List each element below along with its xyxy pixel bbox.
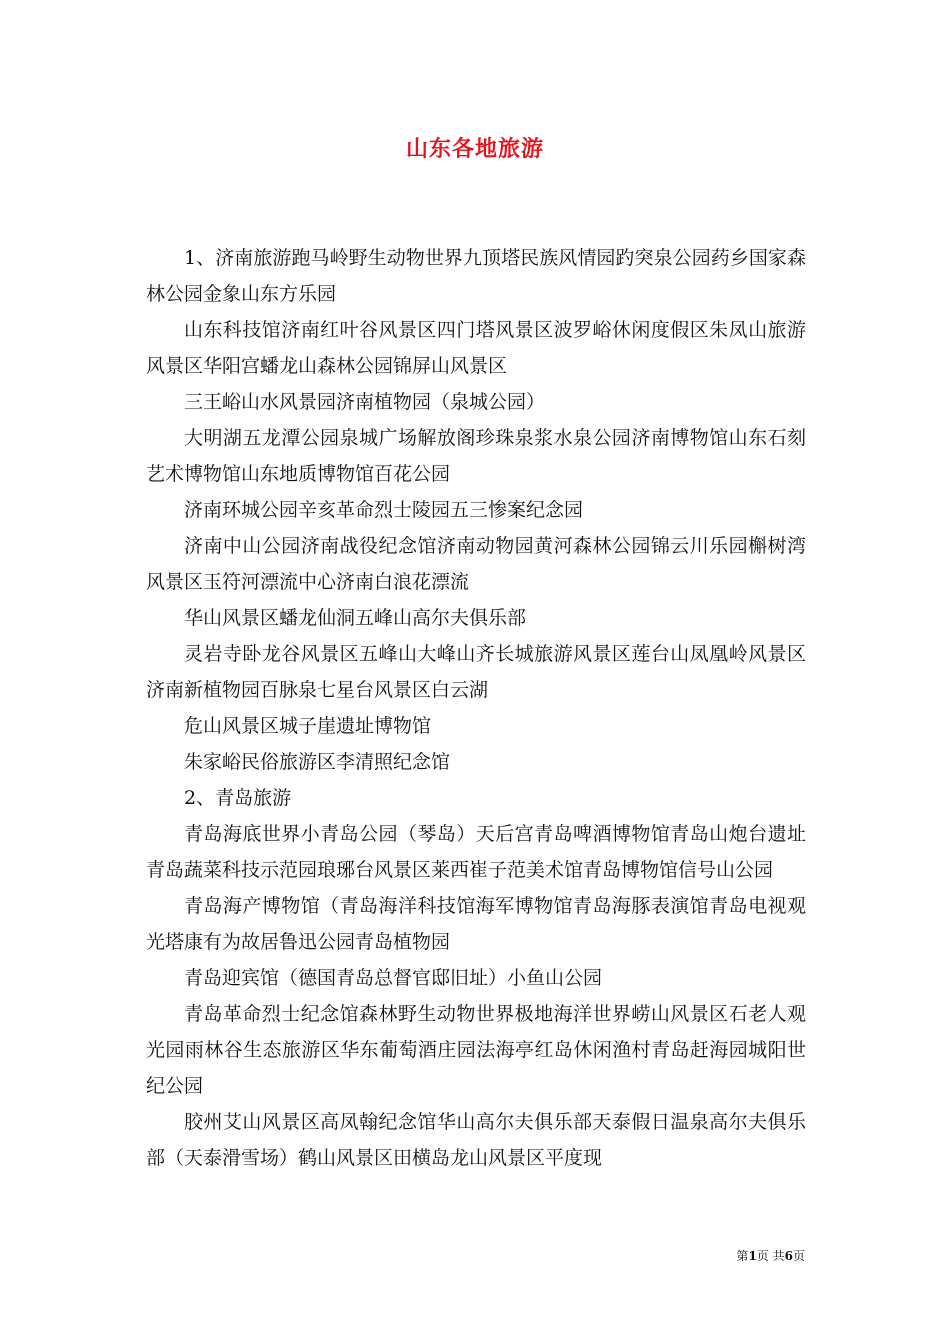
paragraph: 青岛海底世界小青岛公园（琴岛）天后宫青岛啤酒博物馆青岛山炮台遗址青岛蔬菜科技示范园琅琊台风景区莱西崔子范美术馆青岛博物馆信号山公园 <box>146 823 806 881</box>
paragraph: 灵岩寺卧龙谷风景区五峰山大峰山齐长城旅游风景区莲台山凤凰岭风景区济南新植物园百脉泉七星台风景区白云湖 <box>146 643 806 701</box>
document-body <box>146 240 806 1176</box>
paragraph: 青岛革命烈士纪念馆森林野生动物世界极地海洋世界崂山风景区石老人观光园雨林谷生态旅游区华东葡萄酒庄园法海亭红岛休闲渔村青岛赶海园城阳世纪公园 <box>146 1003 806 1097</box>
paragraph: 三王峪山水风景园济南植物园（泉城公园） <box>184 391 546 413</box>
paragraph: 济南中山公园济南战役纪念馆济南动物园黄河森林公园锦云川乐园槲树湾风景区玉符河漂流中心济南白浪花漂流 <box>146 535 806 593</box>
section-heading: 2、青岛旅游 <box>184 787 292 809</box>
page-title: 山东各地旅游 <box>405 136 544 162</box>
paragraph: 朱家峪民俗旅游区李清照纪念馆 <box>184 751 451 773</box>
footer-page-number: 1 <box>748 1249 757 1263</box>
footer-prefix: 第 <box>736 1249 749 1263</box>
paragraph: 济南环城公园辛亥革命烈士陵园五三惨案纪念园 <box>184 499 584 521</box>
paragraph: 大明湖五龙潭公园泉城广场解放阁珍珠泉浆水泉公园济南博物馆山东石刻艺术博物馆山东地质博物馆百花公园 <box>146 427 806 485</box>
paragraph: 山东科技馆济南红叶谷风景区四门塔风景区波罗峪休闲度假区朱凤山旅游风景区华阳宫蟠龙山森林公园锦屏山风景区 <box>146 319 806 377</box>
footer-total-pages: 6 <box>784 1249 793 1263</box>
page-footer <box>600 1247 805 1264</box>
paragraph: 胶州艾山风景区高凤翰纪念馆华山高尔夫俱乐部天泰假日温泉高尔夫俱乐部（天泰滑雪场）鹤山风景区田横岛龙山风景区平度现 <box>146 1111 806 1169</box>
footer-suffix: 页 <box>792 1249 805 1263</box>
paragraph: 华山风景区蟠龙仙洞五峰山高尔夫俱乐部 <box>184 607 527 629</box>
paragraph: 危山风景区城子崖遗址博物馆 <box>184 715 432 737</box>
paragraph: 青岛迎宾馆（德国青岛总督官邸旧址）小鱼山公园 <box>184 967 603 989</box>
paragraph: 青岛海产博物馆（青岛海洋科技馆海军博物馆青岛海豚表演馆青岛电视观光塔康有为故居鲁迅公园青岛植物园 <box>146 895 806 953</box>
paragraph: 1、济南旅游跑马岭野生动物世界九顶塔民族风情园趵突泉公园药乡国家森林公园金象山东方乐园 <box>146 247 806 305</box>
footer-middle: 页 共 <box>756 1249 785 1263</box>
